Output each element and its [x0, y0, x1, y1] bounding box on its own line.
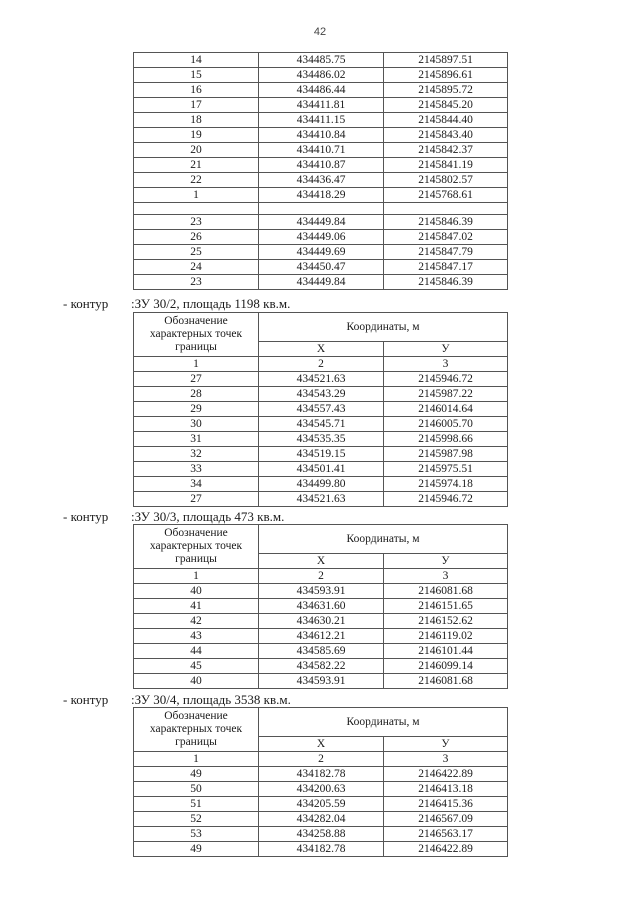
- x-coordinate-cell: 434557.43: [259, 402, 384, 417]
- point-id-cell: 14: [134, 53, 259, 68]
- coordinates-header: Координаты, м: [259, 708, 508, 737]
- table-row: [134, 245, 508, 260]
- table-row: [134, 275, 508, 290]
- x-coordinate-cell: 434449.69: [259, 245, 384, 260]
- y-coordinate-cell: 2146101.44: [384, 644, 508, 659]
- point-id-cell: 30: [134, 417, 259, 432]
- point-id-cell: 44: [134, 644, 259, 659]
- x-coordinate-cell: 434411.15: [259, 113, 384, 128]
- point-id-cell: 27: [134, 492, 259, 507]
- y-header: У: [384, 342, 508, 357]
- point-id-cell: 52: [134, 812, 259, 827]
- point-id-cell: 33: [134, 462, 259, 477]
- x-coordinate-cell: 434543.29: [259, 387, 384, 402]
- header-text-line: Обозначение: [164, 527, 228, 539]
- y-coordinate-cell: 2145897.51: [384, 53, 508, 68]
- contour-title: :ЗУ 30/3, площадь 473 кв.м.: [131, 509, 285, 524]
- table-row: [134, 128, 508, 143]
- table-row: [134, 812, 508, 827]
- point-id-cell: 49: [134, 767, 259, 782]
- point-id-cell: 53: [134, 827, 259, 842]
- header-text-line: границы: [175, 736, 217, 748]
- y-coordinate-cell: 2146119.02: [384, 629, 508, 644]
- y-coordinate-cell: 2145896.61: [384, 68, 508, 83]
- table-row: [134, 372, 508, 387]
- x-coordinate-cell: 434258.88: [259, 827, 384, 842]
- point-id-cell: 16: [134, 83, 259, 98]
- y-coordinate-cell: 2146422.89: [384, 767, 508, 782]
- column-number: 1: [134, 569, 259, 584]
- x-coordinate-cell: 434545.71: [259, 417, 384, 432]
- coordinates-table: [133, 312, 508, 507]
- table-row: [134, 143, 508, 158]
- y-coordinate-cell: 2145998.66: [384, 432, 508, 447]
- coordinates-table: [133, 707, 508, 857]
- y-coordinate-cell: 2146081.68: [384, 584, 508, 599]
- column-number: 2: [259, 357, 384, 372]
- point-id-cell: [134, 203, 259, 215]
- column-number: 2: [259, 752, 384, 767]
- y-coordinate-cell: 2146415.36: [384, 797, 508, 812]
- point-id-cell: 41: [134, 599, 259, 614]
- point-id-cell: 42: [134, 614, 259, 629]
- header-text-line: характерных точек: [149, 723, 243, 735]
- x-coordinate-cell: 434200.63: [259, 782, 384, 797]
- column-number: 1: [134, 752, 259, 767]
- point-id-cell: 25: [134, 245, 259, 260]
- y-coordinate-cell: 2145946.72: [384, 492, 508, 507]
- point-id-cell: 49: [134, 842, 259, 857]
- point-id-cell: 23: [134, 275, 259, 290]
- table-row: [134, 584, 508, 599]
- y-coordinate-cell: 2146422.89: [384, 842, 508, 857]
- table-row: [134, 387, 508, 402]
- contour-label: - контур: [63, 509, 109, 524]
- table-row: [134, 402, 508, 417]
- y-coordinate-cell: 2146005.70: [384, 417, 508, 432]
- y-coordinate-cell: 2146563.17: [384, 827, 508, 842]
- table-row: [134, 447, 508, 462]
- point-id-cell: 15: [134, 68, 259, 83]
- x-coordinate-cell: 434182.78: [259, 767, 384, 782]
- x-coordinate-cell: 434485.75: [259, 53, 384, 68]
- x-coordinate-cell: 434519.15: [259, 447, 384, 462]
- point-id-cell: 28: [134, 387, 259, 402]
- point-id-cell: 45: [134, 659, 259, 674]
- column-number: 3: [384, 752, 508, 767]
- column-number-row: [134, 569, 508, 584]
- point-designation-header: [134, 708, 259, 752]
- point-id-cell: 24: [134, 260, 259, 275]
- y-coordinate-cell: 2145846.39: [384, 275, 508, 290]
- column-number: 3: [384, 357, 508, 372]
- table-row: [134, 173, 508, 188]
- y-coordinate-cell: 2145768.61: [384, 188, 508, 203]
- table-row: [134, 614, 508, 629]
- table-row: [134, 782, 508, 797]
- y-coordinate-cell: 2146413.18: [384, 782, 508, 797]
- y-header: У: [384, 737, 508, 752]
- point-id-cell: 17: [134, 98, 259, 113]
- y-coordinate-cell: 2146152.62: [384, 614, 508, 629]
- column-number-row: [134, 752, 508, 767]
- coordinates-table: [133, 524, 508, 689]
- column-number: 2: [259, 569, 384, 584]
- point-id-cell: 22: [134, 173, 259, 188]
- y-coordinate-cell: 2145975.51: [384, 462, 508, 477]
- coordinates-header: Координаты, м: [259, 525, 508, 554]
- x-coordinate-cell: 434631.60: [259, 599, 384, 614]
- x-coordinate-cell: 434501.41: [259, 462, 384, 477]
- table-row: [134, 230, 508, 245]
- table-row: [134, 432, 508, 447]
- coordinates-table-continued: [133, 52, 508, 290]
- point-id-cell: 32: [134, 447, 259, 462]
- table-row: [134, 842, 508, 857]
- point-id-cell: 29: [134, 402, 259, 417]
- x-coordinate-cell: 434182.78: [259, 842, 384, 857]
- table-row: [134, 260, 508, 275]
- x-coordinate-cell: 434205.59: [259, 797, 384, 812]
- y-coordinate-cell: 2146567.09: [384, 812, 508, 827]
- table-row: [134, 203, 508, 215]
- y-header: У: [384, 554, 508, 569]
- point-id-cell: 18: [134, 113, 259, 128]
- table-row: [134, 674, 508, 689]
- x-coordinate-cell: 434410.71: [259, 143, 384, 158]
- y-coordinate-cell: [384, 203, 508, 215]
- table-row: [134, 644, 508, 659]
- table-row: [134, 477, 508, 492]
- x-header: Х: [259, 554, 384, 569]
- y-coordinate-cell: 2145847.79: [384, 245, 508, 260]
- x-coordinate-cell: 434630.21: [259, 614, 384, 629]
- x-coordinate-cell: 434282.04: [259, 812, 384, 827]
- x-coordinate-cell: 434449.84: [259, 275, 384, 290]
- point-id-cell: 27: [134, 372, 259, 387]
- y-coordinate-cell: 2145841.19: [384, 158, 508, 173]
- table-row: [134, 827, 508, 842]
- table-row: [134, 462, 508, 477]
- table-row: [134, 417, 508, 432]
- x-coordinate-cell: 434486.44: [259, 83, 384, 98]
- x-coordinate-cell: 434418.29: [259, 188, 384, 203]
- point-id-cell: 31: [134, 432, 259, 447]
- x-coordinate-cell: 434593.91: [259, 584, 384, 599]
- y-coordinate-cell: 2145946.72: [384, 372, 508, 387]
- y-coordinate-cell: 2145847.02: [384, 230, 508, 245]
- point-id-cell: 40: [134, 674, 259, 689]
- header-text-line: характерных точек: [149, 328, 243, 340]
- header-text-line: характерных точек: [149, 540, 243, 552]
- y-coordinate-cell: 2145843.40: [384, 128, 508, 143]
- point-id-cell: 51: [134, 797, 259, 812]
- point-designation-header: [134, 525, 259, 569]
- x-coordinate-cell: 434521.63: [259, 372, 384, 387]
- contour-label: - контур: [63, 692, 109, 707]
- table-row: [134, 492, 508, 507]
- x-coordinate-cell: [259, 203, 384, 215]
- coordinates-header: Координаты, м: [259, 313, 508, 342]
- y-coordinate-cell: 2145846.39: [384, 215, 508, 230]
- contour-label: - контур: [63, 296, 109, 311]
- table-header-row: [134, 525, 508, 554]
- x-coordinate-cell: 434486.02: [259, 68, 384, 83]
- table-row: [134, 599, 508, 614]
- table-row: [134, 215, 508, 230]
- point-id-cell: 26: [134, 230, 259, 245]
- x-coordinate-cell: 434449.84: [259, 215, 384, 230]
- table-header-row: [134, 313, 508, 342]
- table-row: [134, 659, 508, 674]
- x-coordinate-cell: 434521.63: [259, 492, 384, 507]
- x-coordinate-cell: 434593.91: [259, 674, 384, 689]
- y-coordinate-cell: 2145844.40: [384, 113, 508, 128]
- point-id-cell: 1: [134, 188, 259, 203]
- x-coordinate-cell: 434410.87: [259, 158, 384, 173]
- header-text-line: Обозначение: [164, 315, 228, 327]
- page-number: 42: [313, 26, 327, 38]
- x-coordinate-cell: 434436.47: [259, 173, 384, 188]
- point-id-cell: 34: [134, 477, 259, 492]
- x-coordinate-cell: 434449.06: [259, 230, 384, 245]
- y-coordinate-cell: 2146151.65: [384, 599, 508, 614]
- header-text-line: границы: [175, 341, 217, 353]
- column-number: 3: [384, 569, 508, 584]
- x-coordinate-cell: 434585.69: [259, 644, 384, 659]
- y-coordinate-cell: 2145895.72: [384, 83, 508, 98]
- x-coordinate-cell: 434535.35: [259, 432, 384, 447]
- x-header: Х: [259, 342, 384, 357]
- table-row: [134, 158, 508, 173]
- table-row: [134, 188, 508, 203]
- table-header-row: [134, 708, 508, 737]
- column-number: 1: [134, 357, 259, 372]
- contour-caption: [63, 692, 291, 708]
- table-row: [134, 767, 508, 782]
- table-row: [134, 98, 508, 113]
- x-coordinate-cell: 434450.47: [259, 260, 384, 275]
- header-text-line: границы: [175, 553, 217, 565]
- x-coordinate-cell: 434582.22: [259, 659, 384, 674]
- table-row: [134, 113, 508, 128]
- y-coordinate-cell: 2145842.37: [384, 143, 508, 158]
- point-id-cell: 23: [134, 215, 259, 230]
- point-id-cell: 50: [134, 782, 259, 797]
- y-coordinate-cell: 2145847.17: [384, 260, 508, 275]
- table-row: [134, 629, 508, 644]
- y-coordinate-cell: 2145802.57: [384, 173, 508, 188]
- x-coordinate-cell: 434499.80: [259, 477, 384, 492]
- y-coordinate-cell: 2146099.14: [384, 659, 508, 674]
- contour-caption: [63, 296, 290, 312]
- y-coordinate-cell: 2145987.98: [384, 447, 508, 462]
- table-row: [134, 53, 508, 68]
- y-coordinate-cell: 2146014.64: [384, 402, 508, 417]
- header-text-line: Обозначение: [164, 710, 228, 722]
- x-coordinate-cell: 434612.21: [259, 629, 384, 644]
- contour-title: :ЗУ 30/2, площадь 1198 кв.м.: [131, 296, 291, 311]
- x-header: Х: [259, 737, 384, 752]
- y-coordinate-cell: 2145987.22: [384, 387, 508, 402]
- column-number-row: [134, 357, 508, 372]
- y-coordinate-cell: 2145974.18: [384, 477, 508, 492]
- point-id-cell: 21: [134, 158, 259, 173]
- point-designation-header: [134, 313, 259, 357]
- y-coordinate-cell: 2145845.20: [384, 98, 508, 113]
- x-coordinate-cell: 434411.81: [259, 98, 384, 113]
- contour-caption: [63, 509, 284, 525]
- point-id-cell: 40: [134, 584, 259, 599]
- table-row: [134, 83, 508, 98]
- y-coordinate-cell: 2146081.68: [384, 674, 508, 689]
- table-row: [134, 68, 508, 83]
- x-coordinate-cell: 434410.84: [259, 128, 384, 143]
- contour-title: :ЗУ 30/4, площадь 3538 кв.м.: [131, 692, 291, 707]
- point-id-cell: 20: [134, 143, 259, 158]
- table-row: [134, 797, 508, 812]
- point-id-cell: 43: [134, 629, 259, 644]
- point-id-cell: 19: [134, 128, 259, 143]
